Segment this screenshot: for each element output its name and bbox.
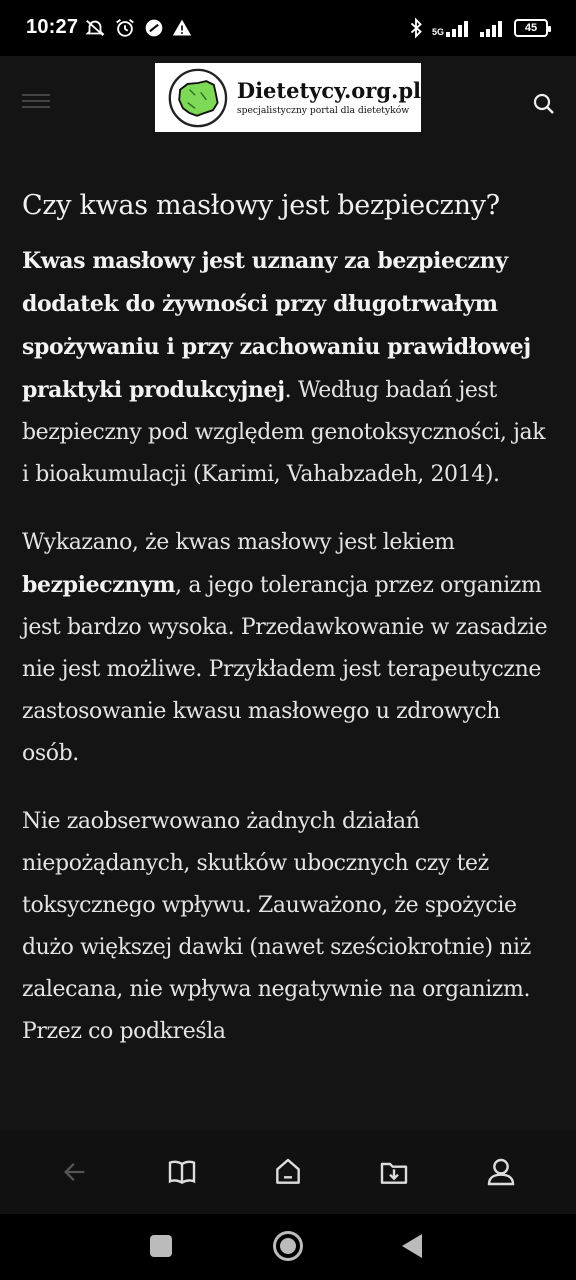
profile-icon[interactable] xyxy=(473,1144,529,1200)
article-paragraph-3: Nie zaobserwowano żadnych działań niepożądanych, skutków ubocznych czy też toksycznego wpływu. Zauważono, że spożycie dużo większej dawki (nawet sześciokrotnie) niż zalecana, nie wpływa negatywnie na organizm. Przez co podkreśla xyxy=(22,809,531,1044)
status-left-icons xyxy=(84,16,192,40)
alarm-icon xyxy=(114,17,136,39)
status-bar xyxy=(0,0,576,56)
article-content xyxy=(0,142,576,1130)
system-back-icon[interactable] xyxy=(402,1234,422,1258)
system-navigation-bar xyxy=(0,1214,576,1280)
paragraph-2-bold: bezpiecznym xyxy=(22,572,176,598)
muted-notification-icon xyxy=(84,17,106,39)
logo-title: Dietetycy.org.pl xyxy=(236,77,421,103)
paragraph-2-start: Wykazano, że kwas masłowy jest lekiem xyxy=(22,530,455,555)
warning-icon xyxy=(172,18,192,38)
home-icon[interactable] xyxy=(260,1144,316,1200)
downloads-icon[interactable] xyxy=(366,1144,422,1200)
paragraph-1-bold: Kwas masłowy jest uznany za bezpieczny dodatek do żywności przy długotrwałym spożywaniu i przy zachowaniu prawidłowej praktyki produkcyjnej xyxy=(22,248,531,403)
search-icon[interactable] xyxy=(532,92,556,116)
signal-5g-icon xyxy=(432,19,472,37)
paragraph-2-text: , a jego tolerancja przez organizm jest bardzo wysoka. Przedawkowanie w zasadzie nie jest możliwe. Przykładem jest terapeutyczne zastosowanie kwasu masłowego u zdrowych osób. xyxy=(22,573,548,766)
system-home-icon[interactable] xyxy=(273,1231,303,1261)
bluetooth-icon xyxy=(408,17,424,39)
hamburger-menu-icon[interactable] xyxy=(22,94,50,108)
data-saver-icon xyxy=(144,18,164,38)
back-arrow-icon[interactable] xyxy=(47,1144,103,1200)
paragraph-1-text: . Według badań jest bezpieczny pod względem genotoksyczności, jak i bioakumulacji (Karimi, Vahabzadeh, 2014). xyxy=(22,378,546,487)
article-heading: Czy kwas masłowy jest bezpieczny? xyxy=(22,190,500,221)
site-header xyxy=(0,56,576,142)
article-paragraph-1 xyxy=(22,240,554,496)
recent-apps-icon[interactable] xyxy=(150,1235,172,1257)
site-logo[interactable] xyxy=(155,63,421,132)
battery-level: 45 xyxy=(524,22,538,34)
signal-icon xyxy=(480,19,506,37)
battery-icon xyxy=(514,19,548,37)
network-label: 5G xyxy=(431,27,444,37)
bookmarks-icon[interactable] xyxy=(154,1144,210,1200)
browser-toolbar xyxy=(0,1130,576,1214)
logo-subtitle: specjalistyczny portal dla dietetyków xyxy=(236,104,410,116)
poland-map-logo-icon xyxy=(167,65,229,131)
article-paragraph-2 xyxy=(22,522,554,775)
status-time: 10:27 xyxy=(26,16,79,38)
status-right-icons xyxy=(408,16,548,40)
